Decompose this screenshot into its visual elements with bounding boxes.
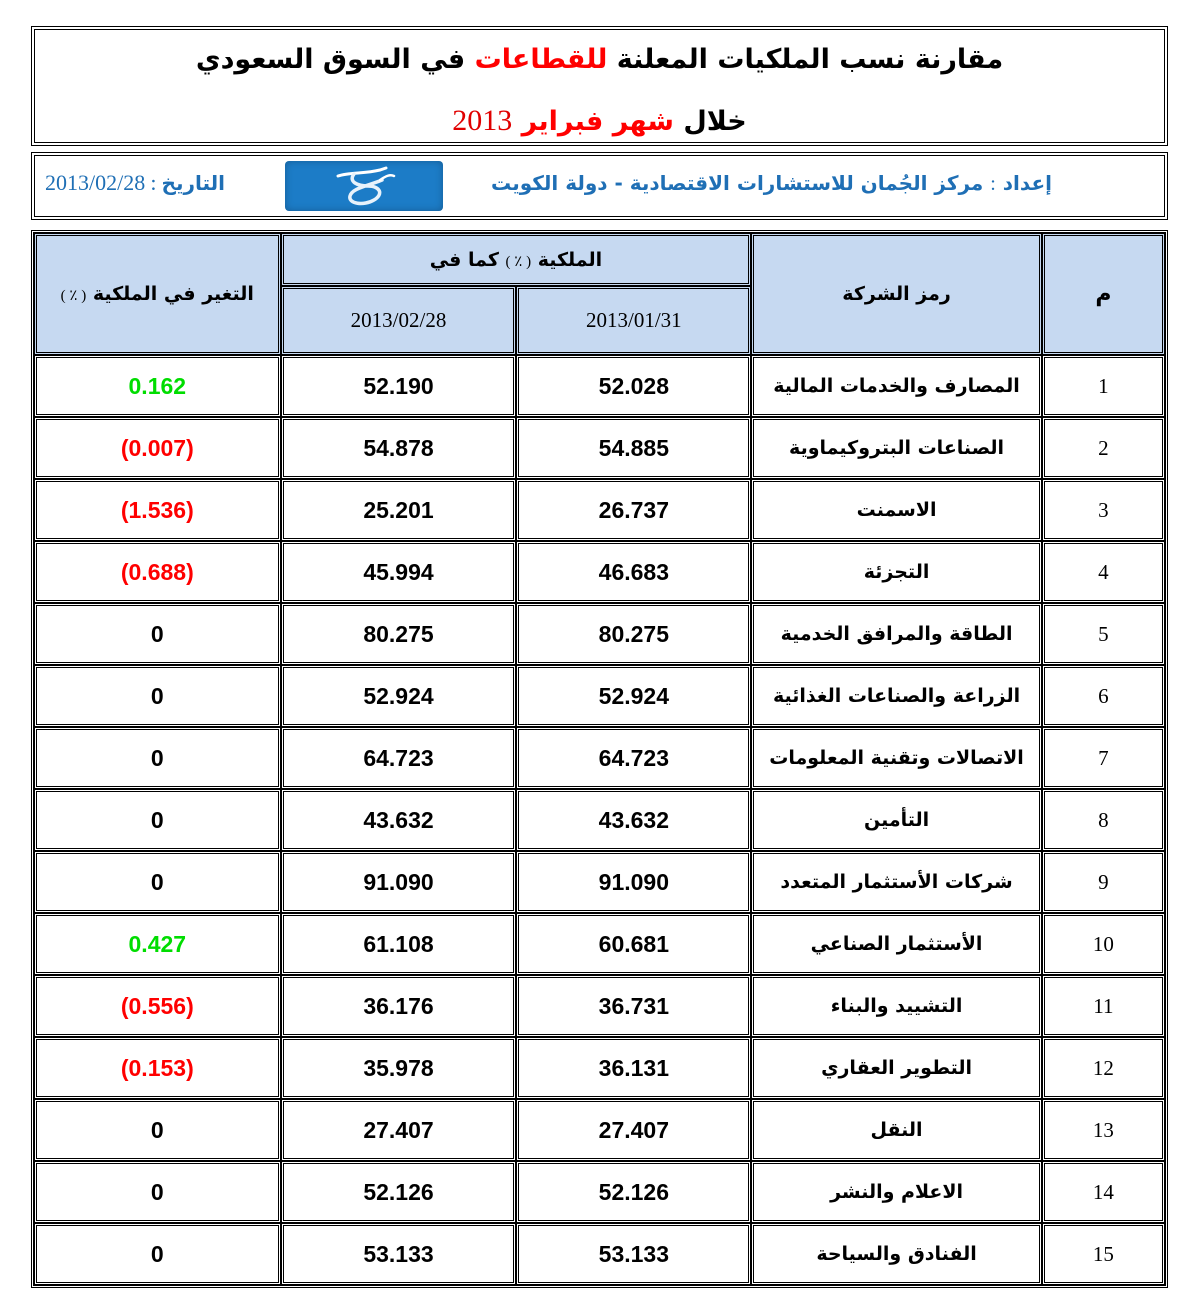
row-ownership-jan: 26.737 [516,479,751,541]
row-sector: الاعلام والنشر [751,1161,1042,1223]
row-number: 13 [1042,1099,1165,1161]
table-row [34,913,1165,975]
table-row [34,789,1165,851]
row-ownership-feb: 54.878 [281,417,517,479]
row-ownership-feb: 52.126 [281,1161,517,1223]
row-ownership-jan: 91.090 [516,851,751,913]
row-change: 0 [34,789,281,851]
row-ownership-jan: 60.681 [516,913,751,975]
row-change: 0 [34,665,281,727]
header-sector: رمز الشركة [751,233,1042,355]
row-change: 0 [34,851,281,913]
header-change [34,233,281,355]
row-ownership-feb: 52.190 [281,355,517,417]
row-ownership-feb: 91.090 [281,851,517,913]
row-number: 11 [1042,975,1165,1037]
row-ownership-jan: 54.885 [516,417,751,479]
table-row [34,603,1165,665]
title-highlight: للقطاعات [474,44,608,75]
row-number: 5 [1042,603,1165,665]
row-number: 15 [1042,1223,1165,1285]
subtitle-part-1: خلال [683,106,747,137]
row-number: 12 [1042,1037,1165,1099]
row-ownership-feb: 53.133 [281,1223,517,1285]
row-sector: الفنادق والسياحة [751,1223,1042,1285]
table-row [34,479,1165,541]
row-ownership-jan: 80.275 [516,603,751,665]
row-change: (0.556) [34,975,281,1037]
row-change: 0 [34,1223,281,1285]
row-change: 0 [34,727,281,789]
row-sector: شركات الأستثمار المتعدد [751,851,1042,913]
row-sector: التطوير العقاري [751,1037,1042,1099]
change-pct: ( ٪ ) [60,288,87,304]
row-number: 10 [1042,913,1165,975]
row-change: (1.536) [34,479,281,541]
row-change: 0 [34,603,281,665]
prepared-colon: : [990,173,996,195]
row-ownership-feb: 80.275 [281,603,517,665]
row-ownership-jan: 52.924 [516,665,751,727]
row-sector: الأستثمار الصناعي [751,913,1042,975]
row-number: 8 [1042,789,1165,851]
table-body [34,355,1165,1285]
subtitle-year: 2013 [452,104,513,137]
header-date-feb: 2013/02/28 [281,286,517,355]
row-sector: الاتصالات وتقنية المعلومات [751,727,1042,789]
table-row [34,1223,1165,1285]
table-row [34,851,1165,913]
row-number: 6 [1042,665,1165,727]
table-row [34,541,1165,603]
title-part-2: في السوق السعودي [195,44,466,75]
header-date-jan: 2013/01/31 [516,286,751,355]
table-row [34,1037,1165,1099]
row-sector: التجزئة [751,541,1042,603]
report-title-box [31,26,1168,146]
row-ownership-jan: 36.731 [516,975,751,1037]
row-ownership-jan: 46.683 [516,541,751,603]
ownership-table [31,230,1168,1288]
logo-glyph-icon [324,164,404,208]
report-date [45,170,225,196]
row-sector: التأمين [751,789,1042,851]
row-number: 1 [1042,355,1165,417]
row-sector: المصارف والخدمات المالية [751,355,1042,417]
table-row [34,665,1165,727]
row-number: 4 [1042,541,1165,603]
row-ownership-jan: 64.723 [516,727,751,789]
row-sector: النقل [751,1099,1042,1161]
prepared-by [491,171,1052,196]
table-row [34,975,1165,1037]
row-number: 3 [1042,479,1165,541]
row-change: 0 [34,1161,281,1223]
change-label: التغير في الملكية [92,283,254,305]
row-sector: الزراعة والصناعات الغذائية [751,665,1042,727]
header-ownership-group [281,233,752,286]
row-ownership-jan: 52.028 [516,355,751,417]
row-sector: الطاقة والمرافق الخدمية [751,603,1042,665]
row-number: 7 [1042,727,1165,789]
row-number: 14 [1042,1161,1165,1223]
row-ownership-feb: 61.108 [281,913,517,975]
row-ownership-feb: 52.924 [281,665,517,727]
row-ownership-feb: 25.201 [281,479,517,541]
row-sector: التشييد والبناء [751,975,1042,1037]
row-number: 9 [1042,851,1165,913]
row-ownership-jan: 43.632 [516,789,751,851]
table-row [34,727,1165,789]
table-row [34,1099,1165,1161]
ownership-suffix: كما في [429,248,499,271]
title-part-1: مقارنة نسب الملكيات المعلنة [616,44,1004,75]
row-change: 0.162 [34,355,281,417]
table-row [34,417,1165,479]
prepared-label: إعداد [1002,171,1052,195]
report-subtitle [35,104,1164,138]
row-ownership-jan: 53.133 [516,1223,751,1285]
header-number: م [1042,233,1165,355]
row-change: (0.688) [34,541,281,603]
row-ownership-feb: 43.632 [281,789,517,851]
row-ownership-jan: 27.407 [516,1099,751,1161]
row-change: 0 [34,1099,281,1161]
row-change: 0.427 [34,913,281,975]
ownership-label: الملكية [537,248,603,271]
aljoman-logo-icon [285,161,443,211]
row-number: 2 [1042,417,1165,479]
subtitle-month: شهر فبراير [521,106,674,137]
ownership-pct: ( ٪ ) [505,253,532,270]
row-ownership-feb: 45.994 [281,541,517,603]
row-change: (0.007) [34,417,281,479]
row-change: (0.153) [34,1037,281,1099]
row-sector: الاسمنت [751,479,1042,541]
report-title [35,44,1164,75]
date-label: التاريخ [161,171,226,195]
row-ownership-feb: 27.407 [281,1099,517,1161]
row-ownership-jan: 36.131 [516,1037,751,1099]
table-row [34,355,1165,417]
row-ownership-feb: 64.723 [281,727,517,789]
row-sector: الصناعات البتروكيماوية [751,417,1042,479]
table-row [34,1161,1165,1223]
report-info-box [31,152,1168,220]
date-value: 2013/02/28 [45,170,146,195]
row-ownership-jan: 52.126 [516,1161,751,1223]
prepared-by-name: مركز الجُمان للاستشارات الاقتصادية - دولة الكويت [491,171,984,195]
date-colon: : [150,170,157,195]
row-ownership-feb: 36.176 [281,975,517,1037]
row-ownership-feb: 35.978 [281,1037,517,1099]
